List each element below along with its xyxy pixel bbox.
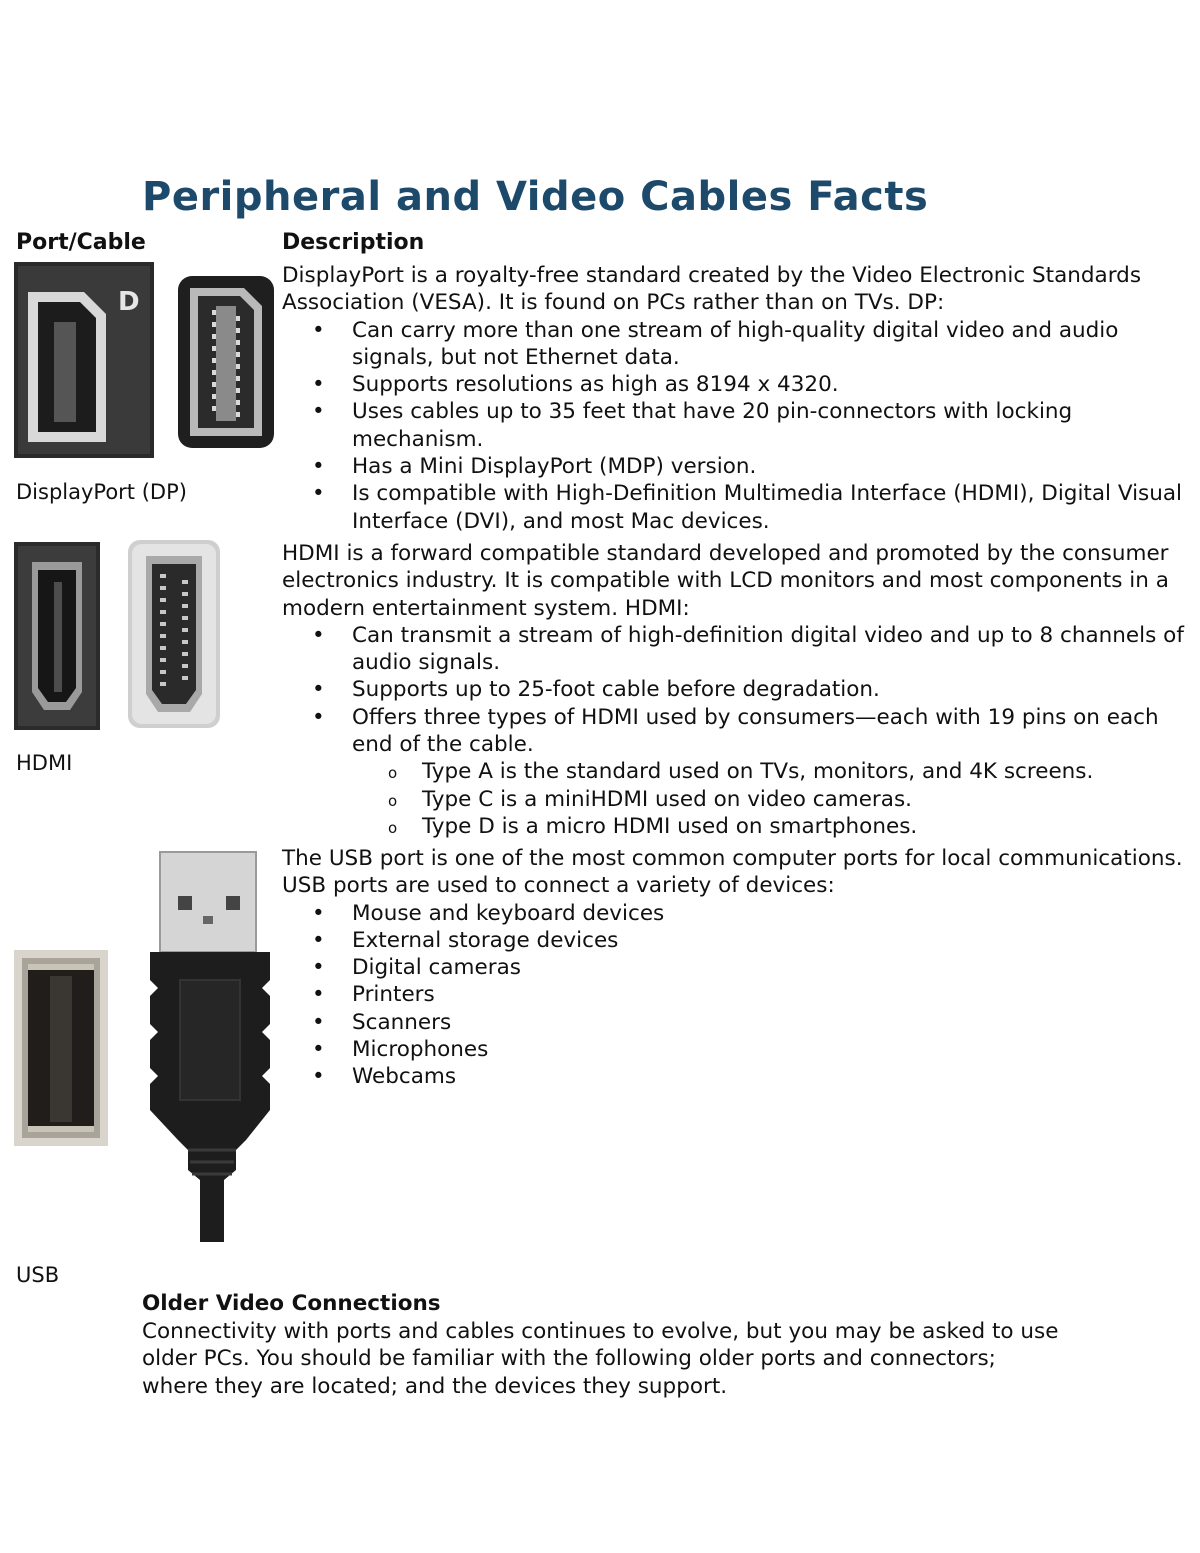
column-header-port: Port/Cable xyxy=(16,230,146,255)
column-header-description: Description xyxy=(282,230,425,255)
list-item: • External storage devices xyxy=(282,927,1192,954)
port-label-usb: USB xyxy=(16,1263,60,1287)
hdmi-cable-image xyxy=(128,540,220,728)
list-item: • Can carry more than one stream of high-quality digital video and audio signals, but not Ethernet data. xyxy=(282,317,1192,372)
bullet-list xyxy=(282,900,1192,1091)
sub-list-item: o Type D is a micro HDMI used on smartphones. xyxy=(282,813,1192,840)
list-item: • Microphones xyxy=(282,1036,1192,1063)
section-text: Connectivity with ports and cables continues to evolve, but you may be asked to use older PCs. You should be familiar with the following older ports and connectors; where they are located; and the devices they support. xyxy=(142,1318,1059,1399)
list-item: • Has a Mini DisplayPort (MDP) version. xyxy=(282,453,1192,480)
usb-cable-image xyxy=(146,850,274,1242)
page-title: Peripheral and Video Cables Facts xyxy=(142,174,929,220)
list-item: • Supports resolutions as high as 8194 x 4320. xyxy=(282,371,1192,398)
displayport-port-image xyxy=(14,262,154,458)
list-item: • Offers three types of HDMI used by consumers—each with 19 pins on each end of the cable. xyxy=(282,704,1192,759)
section-heading: Older Video Connections xyxy=(142,1291,441,1316)
description-intro: HDMI is a forward compatible standard developed and promoted by the consumer electronics industry. It is compatible with LCD monitors and most components in a modern entertainment system. HDMI: xyxy=(282,541,1169,621)
displayport-cable-image xyxy=(178,276,274,448)
list-item: • Scanners xyxy=(282,1009,1192,1036)
description-usb xyxy=(282,845,1192,1091)
bullet-list xyxy=(282,622,1192,840)
hdmi-port-image xyxy=(14,542,100,730)
port-label-displayport: DisplayPort (DP) xyxy=(16,480,187,504)
list-item: • Is compatible with High-Definition Multimedia Interface (HDMI), Digital Visual Interface (DVI), and most Mac devices. xyxy=(282,480,1192,535)
description-displayport xyxy=(282,262,1192,535)
dp-logo: D xyxy=(118,287,140,317)
description-intro: DisplayPort is a royalty-free standard created by the Video Electronic Standards Association (VESA). It is found on PCs rather than on TVs. DP: xyxy=(282,263,1142,316)
list-item: • Can transmit a stream of high-definition digital video and up to 8 channels of audio signals. xyxy=(282,622,1192,677)
description-hdmi xyxy=(282,540,1192,840)
description-intro: The USB port is one of the most common computer ports for local communications. USB ports are used to connect a variety of devices: xyxy=(282,846,1183,899)
list-item: • Mouse and keyboard devices xyxy=(282,900,1192,927)
sub-list-item: o Type A is the standard used on TVs, monitors, and 4K screens. xyxy=(282,758,1192,785)
list-item: • Supports up to 25-foot cable before degradation. xyxy=(282,676,1192,703)
list-item: • Webcams xyxy=(282,1063,1192,1090)
bullet-list xyxy=(282,317,1192,535)
port-label-hdmi: HDMI xyxy=(16,751,73,775)
older-video-connections xyxy=(142,1290,1062,1400)
sub-list-item: o Type C is a miniHDMI used on video cameras. xyxy=(282,786,1192,813)
usb-port-image xyxy=(14,950,108,1146)
list-item: • Digital cameras xyxy=(282,954,1192,981)
list-item: • Printers xyxy=(282,981,1192,1008)
list-item: • Uses cables up to 35 feet that have 20 pin-connectors with locking mechanism. xyxy=(282,398,1192,453)
